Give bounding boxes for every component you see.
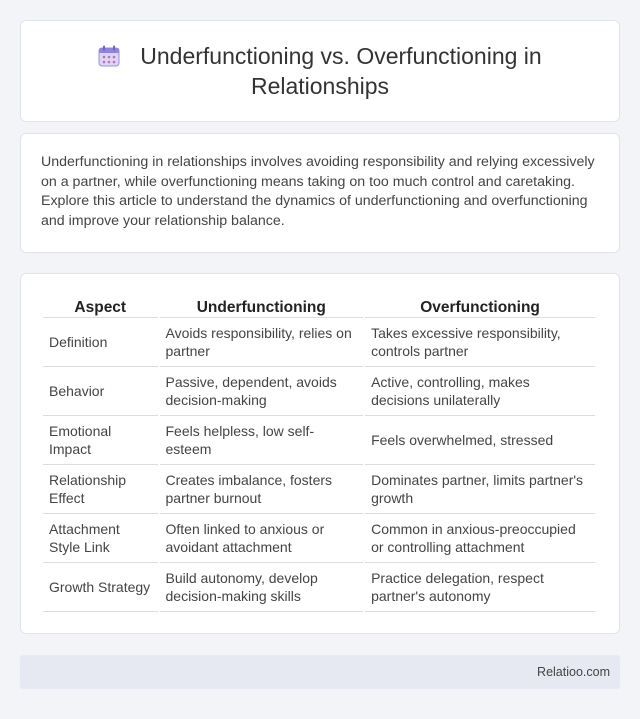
title-text: Underfunctioning vs. Overfunctioning in Relationships: [140, 43, 542, 99]
cell-overfunctioning: Takes excessive responsibility, controls partner: [365, 318, 595, 367]
cell-aspect: Relationship Effect: [43, 465, 158, 514]
cell-underfunctioning: Often linked to anxious or avoidant attachment: [160, 514, 364, 563]
cell-underfunctioning: Avoids responsibility, relies on partner: [160, 318, 364, 367]
table-row: [43, 563, 595, 612]
table-header-row: [43, 294, 595, 318]
table-row: [43, 514, 595, 563]
table-row: [43, 416, 595, 465]
cell-overfunctioning: Practice delegation, respect partner's autonomy: [365, 563, 595, 612]
header-aspect: Aspect: [43, 294, 158, 318]
page-title: [70, 41, 570, 101]
cell-overfunctioning: Active, controlling, makes decisions unilaterally: [365, 367, 595, 416]
table-row: [43, 367, 595, 416]
title-card: [20, 20, 620, 122]
intro-card: [20, 133, 620, 253]
cell-underfunctioning: Feels helpless, low self-esteem: [160, 416, 364, 465]
table-row: [43, 318, 595, 367]
cell-underfunctioning: Passive, dependent, avoids decision-making: [160, 367, 364, 416]
intro-text: Underfunctioning in relationships involves avoiding responsibility and relying excessively on a partner, while overfunctioning means taking on too much control and caretaking. Explore this article to understand the dynamics of underfunctioning and overfunctioning and improve your relationship balance.: [41, 154, 595, 229]
table-row: [43, 465, 595, 514]
cell-overfunctioning: Dominates partner, limits partner's growth: [365, 465, 595, 514]
cell-aspect: Emotional Impact: [43, 416, 158, 465]
cell-overfunctioning: Common in anxious-preoccupied or controlling attachment: [365, 514, 595, 563]
cell-aspect: Attachment Style Link: [43, 514, 158, 563]
cell-overfunctioning: Feels overwhelmed, stressed: [365, 416, 595, 465]
footer-brand-link[interactable]: Relatioo.com: [537, 665, 610, 679]
header-overfunctioning: Overfunctioning: [365, 294, 595, 318]
cell-underfunctioning: Creates imbalance, fosters partner burnout: [160, 465, 364, 514]
calendar-icon: [98, 45, 120, 67]
cell-aspect: Definition: [43, 318, 158, 367]
cell-aspect: Behavior: [43, 367, 158, 416]
footer: [20, 655, 620, 689]
cell-underfunctioning: Build autonomy, develop decision-making skills: [160, 563, 364, 612]
header-underfunctioning: Underfunctioning: [160, 294, 364, 318]
cell-aspect: Growth Strategy: [43, 563, 158, 612]
comparison-table: [41, 294, 597, 612]
table-card: [20, 273, 620, 634]
